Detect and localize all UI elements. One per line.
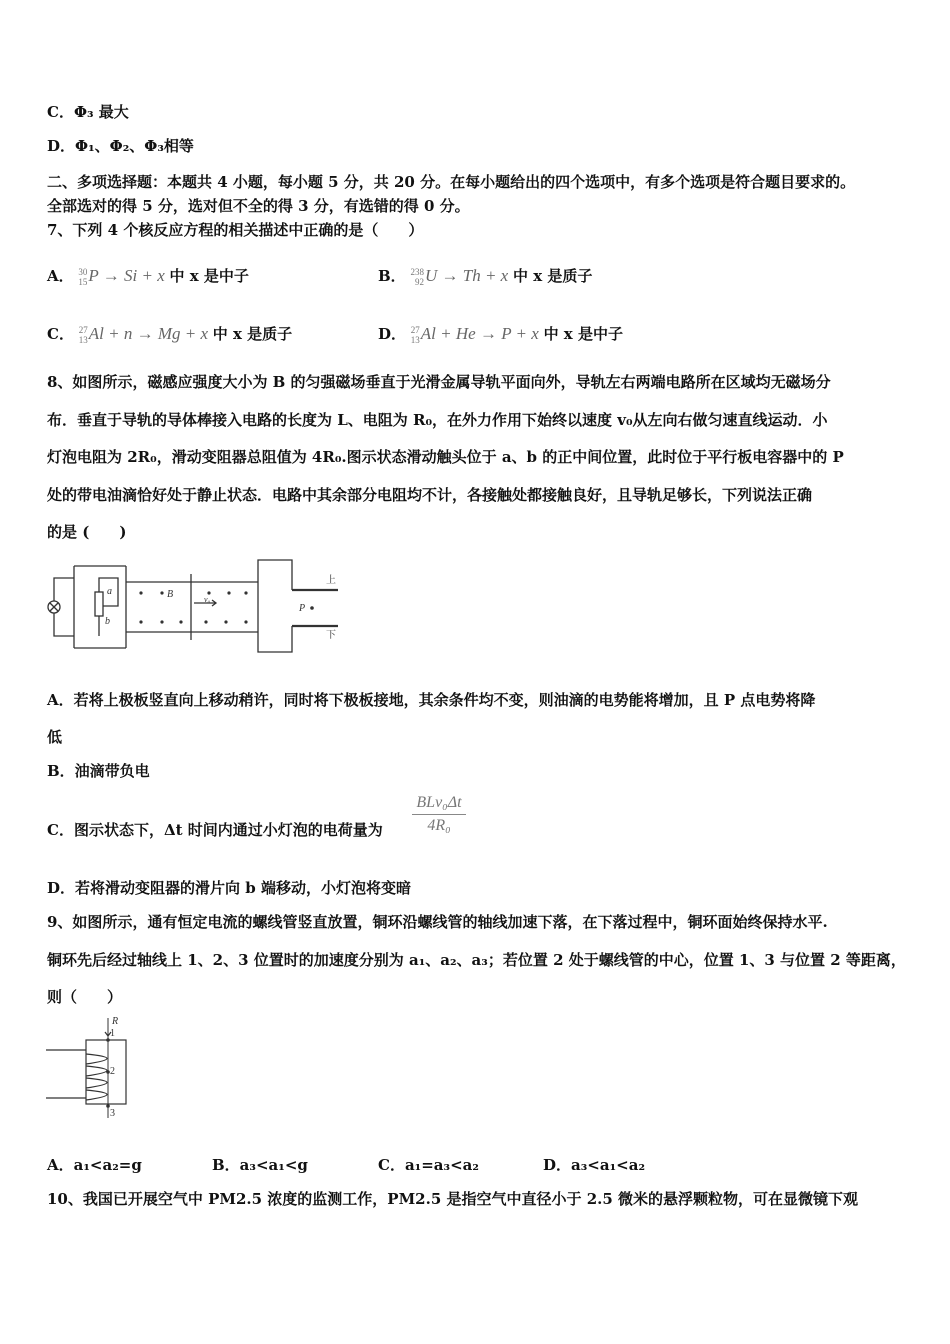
question-8-stem-5: 的是 ( ) (47, 523, 127, 541)
label-position-3: 3 (110, 1108, 115, 1119)
option-d-phi-equal: D．Φ₁、Φ₂、Φ₃相等 (47, 137, 194, 155)
q9-option-d: D．a₃<a₁<a₂ (543, 1156, 646, 1174)
rheostat-icon (95, 592, 103, 616)
question-8-stem-4: 处的带电油滴恰好处于静止状态．电路中其余部分电阻均不计，各接触处都接触良好，且导轨足够长，下列说法正确 (47, 486, 813, 504)
label-v0: v₀ (204, 595, 211, 604)
q8-option-c: C．图示状态下，Δt 时间内通过小灯泡的电荷量为 (47, 821, 383, 839)
q9-option-a: A．a₁<a₂=g (47, 1156, 142, 1174)
q7-option-b-label: B． (378, 267, 406, 285)
q7-option-d-formula: 27 13 Al + He → P + x (410, 324, 539, 346)
q7-option-d (378, 324, 623, 345)
option-c-phi3: C．Φ₃ 最大 (47, 103, 129, 121)
q9-option-b: B．a₃<a₁<g (212, 1156, 308, 1174)
q7-option-a-text: 中 x 是中子 (169, 267, 249, 285)
label-down: 下 (326, 630, 336, 641)
label-P: P (299, 603, 306, 614)
q7-option-a-label: A． (47, 267, 74, 285)
question-8-stem-2: 布．垂直于导轨的导体棒接入电路的长度为 L、电阻为 R₀，在外力作用下始终以速度 v₀从左向右做匀速直线运动．小 (47, 411, 828, 429)
q7-option-d-label: D． (378, 325, 407, 343)
q8-option-b: B．油滴带负电 (47, 762, 150, 780)
question-10-stem-1: 10、我国已开展空气中 PM2.5 浓度的监测工作，PM2.5 是指空气中直径小于 2.5 微米的悬浮颗粒物，可在显微镜下观 (47, 1190, 859, 1208)
q7-option-d-text: 中 x 是中子 (543, 325, 623, 343)
question-8-stem-3: 灯泡电阻为 2R₀，滑动变阻器总阻值为 4R₀.图示状态滑动触头位于 a、b 的正中间位置，此时位于平行板电容器中的 P (47, 448, 844, 466)
q8-option-d: D．若将滑动变阻器的滑片向 b 端移动，小灯泡将变暗 (47, 879, 411, 897)
q8-option-a-2: 低 (47, 728, 63, 746)
label-up: 上 (326, 575, 336, 586)
oil-drop (310, 606, 314, 610)
question-8-stem-1: 8、如图所示，磁感应强度大小为 B 的匀强磁场垂直于光滑金属导轨平面向外，导轨左右两端电路所在区域均无磁场分 (47, 373, 831, 391)
q8-option-a-1: A．若将上极板竖直向上移动稍许，同时将下极板接地，其余条件均不变，则油滴的电势能将增加，且 P 点电势将降 (47, 691, 816, 709)
question-9-stem-3: 则（ ） (47, 988, 123, 1006)
question-9-stem-1: 9、如图所示，通有恒定电流的螺线管竖直放置，铜环沿螺线管的轴线加速下落，在下落过程中，铜环面始终保持水平. (47, 913, 828, 931)
q7-option-b-formula: 238 92 U → Th + x (410, 266, 509, 288)
label-R: R (112, 1016, 119, 1027)
label-position-1: 1 (110, 1028, 115, 1039)
section2-heading-cont: 全部选对的得 5 分，选对但不全的得 3 分，有选错的得 0 分。 (47, 197, 470, 215)
q8-option-c-fraction (412, 794, 466, 835)
q7-option-c-text: 中 x 是质子 (212, 325, 293, 343)
fraction-denominator: 4R₀ (427, 817, 451, 834)
q7-option-c (47, 324, 292, 345)
label-B: B (167, 589, 174, 600)
q7-option-c-label: C． (47, 325, 74, 343)
section2-heading: 二、多项选择题：本题共 4 小题，每小题 5 分，共 20 分。在每小题给出的四个选项中，有多个选项是符合题目要求的。 (47, 173, 856, 191)
label-b: b (105, 616, 110, 627)
question-7-stem: 7、下列 4 个核反应方程的相关描述中正确的是（ ） (47, 221, 424, 239)
q8-circuit-figure (46, 556, 338, 656)
q9-option-c: C．a₁=a₃<a₂ (378, 1156, 479, 1174)
q7-option-a (47, 266, 249, 287)
q9-solenoid-figure (46, 1014, 136, 1122)
q7-option-b-text: 中 x 是质子 (513, 267, 593, 285)
q7-option-c-formula: 27 13 Al + n → Mg + x (78, 324, 208, 346)
label-a: a (107, 586, 112, 597)
q7-option-b (378, 266, 592, 287)
fraction-numerator: BLv₀Δt (412, 794, 466, 815)
label-position-2: 2 (110, 1066, 115, 1077)
q7-option-a-formula: 30 15 P → Si + x (78, 266, 165, 288)
question-9-stem-2: 铜环先后经过轴线上 1、2、3 位置时的加速度分别为 a₁、a₂、a₃；若位置 2 处于螺线管的中心，位置 1、3 与位置 2 等距离， (47, 951, 906, 969)
